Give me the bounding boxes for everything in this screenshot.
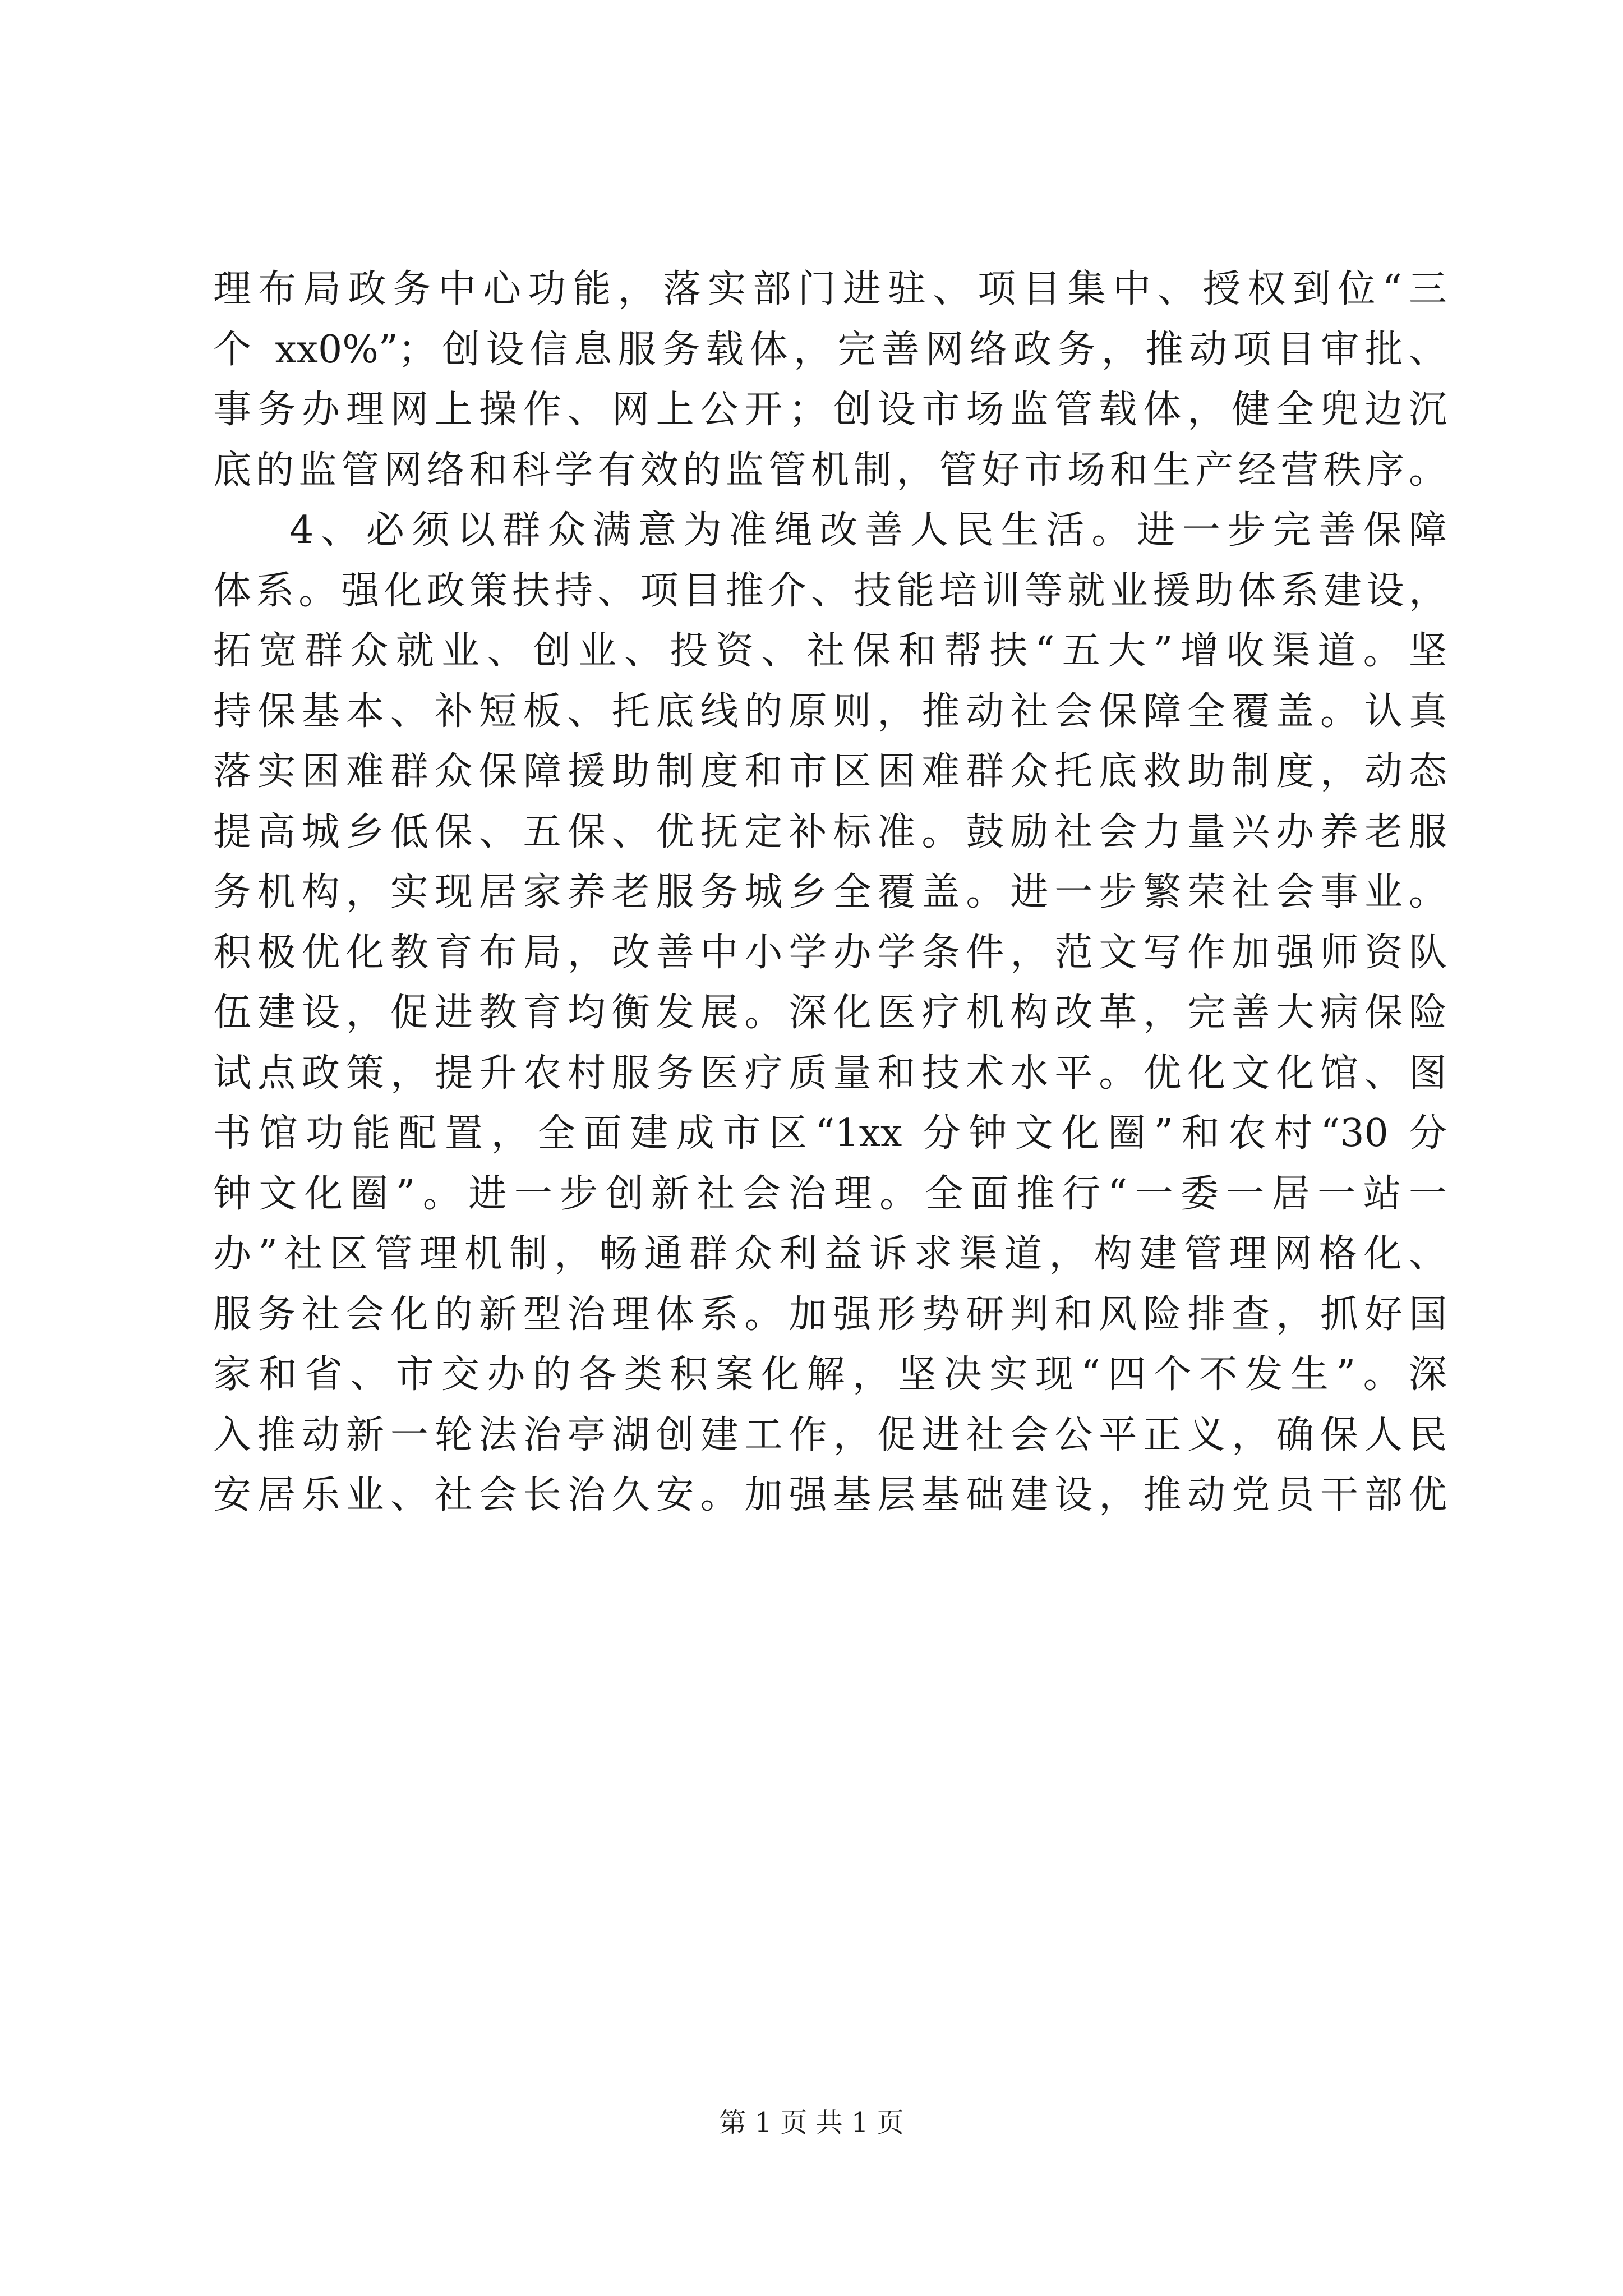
paragraph-2	[213, 500, 1447, 1526]
text-line: 积极优化教育布局，改善中小学办学条件，范文写作加强师资队	[213, 930, 1447, 975]
text-line: 伍建设，促进教育均衡发展。深化医疗机构改革，完善大病保险	[213, 991, 1447, 1035]
document-body	[213, 259, 1447, 1526]
page-number-label: 第 1 页 共 1 页	[719, 2107, 904, 2138]
text-line: 务机构，实现居家养老服务城乡全覆盖。进一步繁荣社会事业。	[213, 870, 1447, 914]
text-line: 持保基本、补短板、托底线的原则，推动社会保障全覆盖。认真	[213, 689, 1447, 734]
text-line: 落实困难群众保障援助制度和市区困难群众托底救助制度，动态	[213, 749, 1447, 794]
page-footer	[0, 2101, 1623, 2139]
text-line: 钟文化圈”。进一步创新社会治理。全面推行“一委一居一站一	[213, 1171, 1447, 1216]
text-line: 体系。强化政策扶持、项目推介、技能培训等就业援助体系建设，	[213, 568, 1447, 613]
text-line: 试点政策，提升农村服务医疗质量和技术水平。优化文化馆、图	[213, 1051, 1447, 1096]
text-line: 个 xx0%”；创设信息服务载体，完善网络政务，推动项目审批、	[213, 327, 1447, 372]
text-line: 家和省、市交办的各类积案化解，坚决实现“四个不发生”。深	[213, 1352, 1447, 1397]
text-line: 底的监管网络和科学有效的监管机制，管好市场和生产经营秩序。	[213, 448, 1447, 493]
text-line: 安居乐业、社会长治久安。加强基层基础建设，推动党员干部优	[213, 1473, 1447, 1517]
text-line: 4、必须以群众满意为准绳改善人民生活。进一步完善保障	[289, 508, 1447, 553]
text-line: 入推动新一轮法治亭湖创建工作，促进社会公平正义，确保人民	[213, 1412, 1447, 1457]
text-line: 拓宽群众就业、创业、投资、社保和帮扶“五大”增收渠道。坚	[213, 629, 1447, 673]
text-line: 书馆功能配置，全面建成市区“1xx 分钟文化圈”和农村“30 分	[213, 1111, 1447, 1156]
text-line: 办”社区管理机制，畅通群众利益诉求渠道，构建管理网格化、	[213, 1232, 1447, 1276]
text-line: 理布局政务中心功能，落实部门进驻、项目集中、授权到位“三	[213, 267, 1447, 311]
text-line: 提高城乡低保、五保、优抚定补标准。鼓励社会力量兴办养老服	[213, 809, 1447, 854]
paragraph-1	[213, 259, 1447, 500]
text-line: 服务社会化的新型治理体系。加强形势研判和风险排查，抓好国	[213, 1292, 1447, 1337]
text-line: 事务办理网上操作、网上公开；创设市场监管载体，健全兜边沉	[213, 388, 1447, 432]
